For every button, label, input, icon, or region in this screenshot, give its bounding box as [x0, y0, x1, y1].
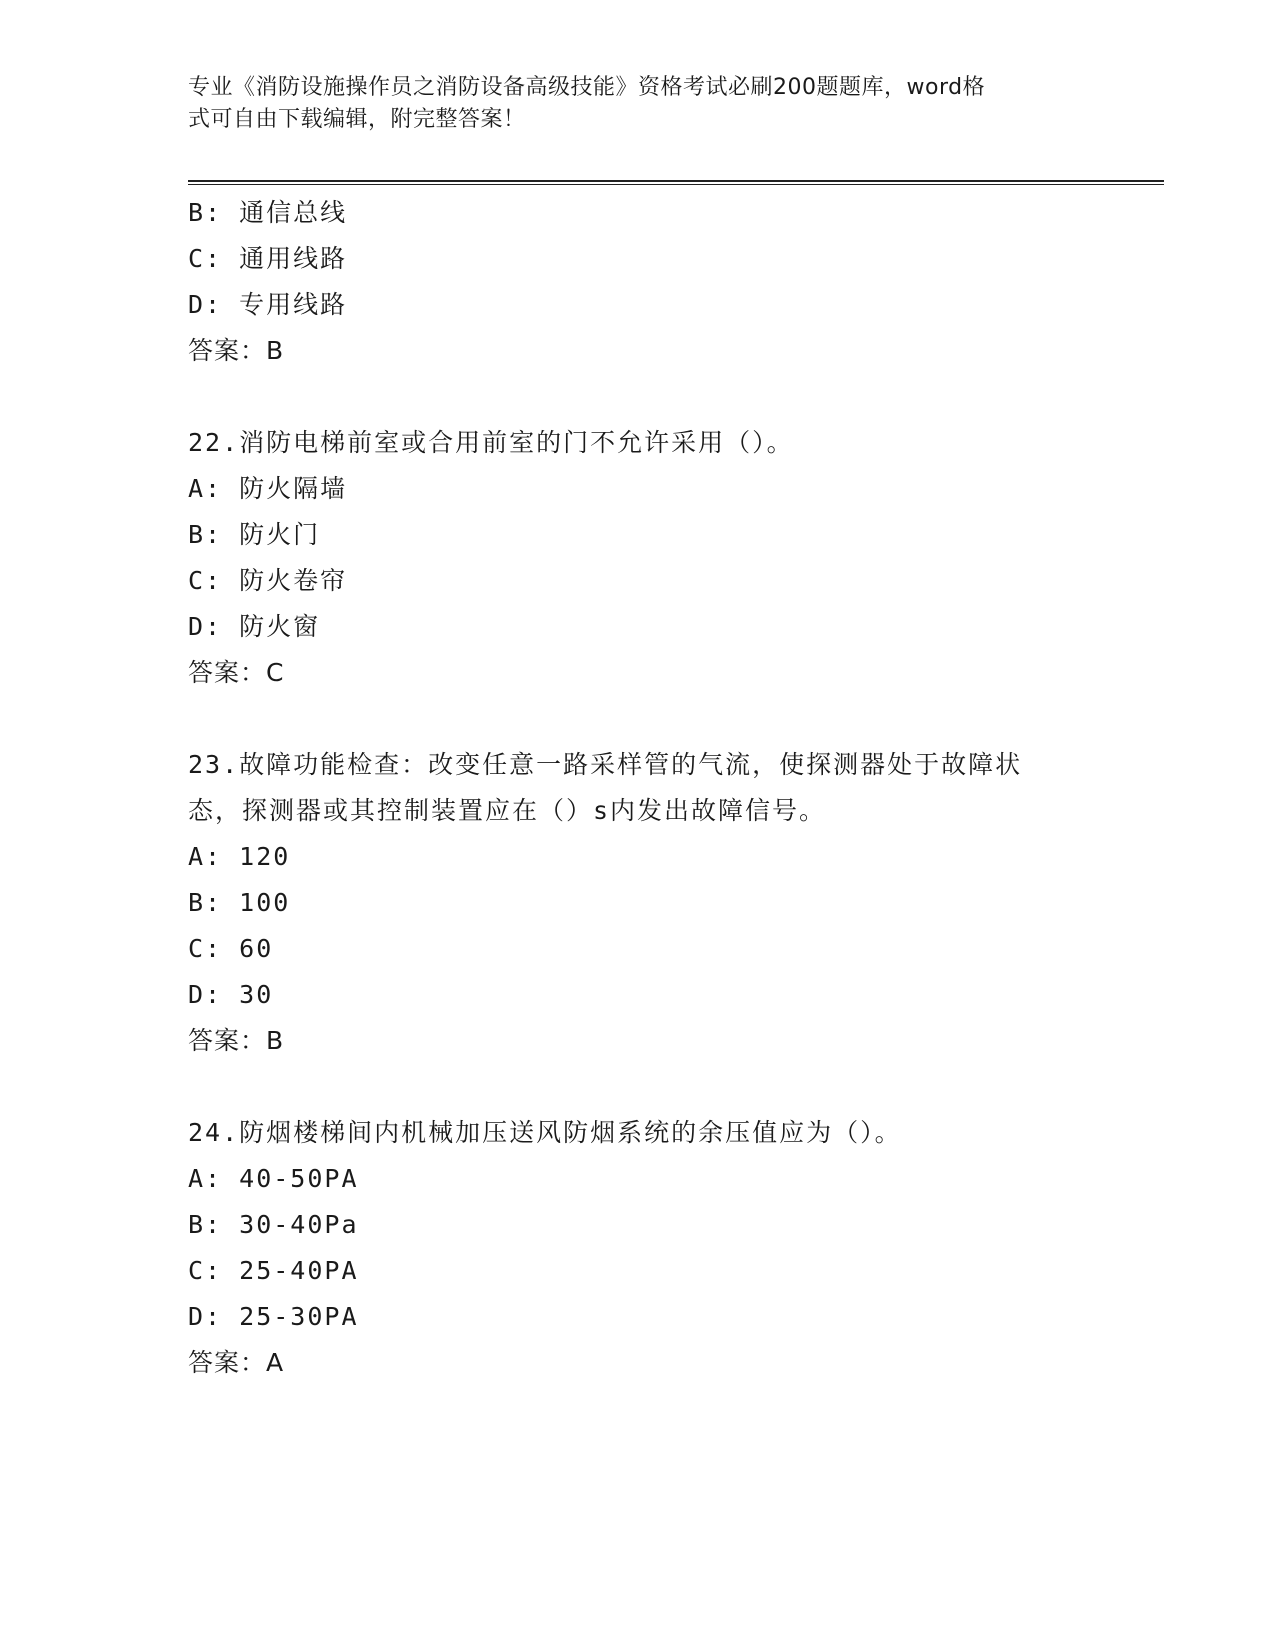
- question-22: [188, 420, 1088, 696]
- option-d: D: 30: [188, 980, 274, 1009]
- option-b: B: 通信总线: [188, 198, 348, 227]
- option-b: B: 100: [188, 888, 291, 917]
- question-content: [188, 190, 1088, 1386]
- option-a: A: 120: [188, 842, 291, 871]
- answer-line: 答案：C: [188, 658, 285, 687]
- option-a: A: 40-50PA: [188, 1164, 359, 1193]
- option-b: B: 30-40Pa: [188, 1210, 359, 1239]
- header-line-2: 式可自由下载编辑，附完整答案！: [188, 107, 526, 132]
- option-a: A: 防火隔墙: [188, 474, 348, 503]
- option-d: D: 25-30PA: [188, 1302, 359, 1331]
- question-text: 24.防烟楼梯间内机械加压送风防烟系统的余压值应为（）。: [188, 1118, 902, 1147]
- question-text: 22.消防电梯前室或合用前室的门不允许采用（）。: [188, 428, 794, 457]
- answer-line: 答案：B: [188, 1026, 285, 1055]
- header-line-1: 专业《消防设施操作员之消防设备高级技能》资格考试必刷200题题库，word格: [188, 75, 986, 100]
- option-d: D: 防火窗: [188, 612, 321, 641]
- answer-line: 答案：B: [188, 336, 285, 365]
- question-24: [188, 1110, 1088, 1386]
- question-text-line-2: 态，探测器或其控制装置应在（）s内发出故障信号。: [188, 796, 827, 825]
- question-21: [188, 190, 1088, 374]
- option-c: C: 60: [188, 934, 274, 963]
- document-header: [188, 72, 1078, 136]
- option-c: C: 25-40PA: [188, 1256, 359, 1285]
- option-b: B: 防火门: [188, 520, 321, 549]
- header-divider-bottom: [188, 184, 1164, 185]
- question-23: [188, 742, 1088, 1064]
- question-text-line-1: 23.故障功能检查：改变任意一路采样管的气流，使探测器处于故障状: [188, 750, 1023, 779]
- option-c: C: 防火卷帘: [188, 566, 348, 595]
- option-c: C: 通用线路: [188, 244, 348, 273]
- answer-line: 答案：A: [188, 1348, 285, 1377]
- header-divider-top: [188, 180, 1164, 182]
- option-d: D: 专用线路: [188, 290, 348, 319]
